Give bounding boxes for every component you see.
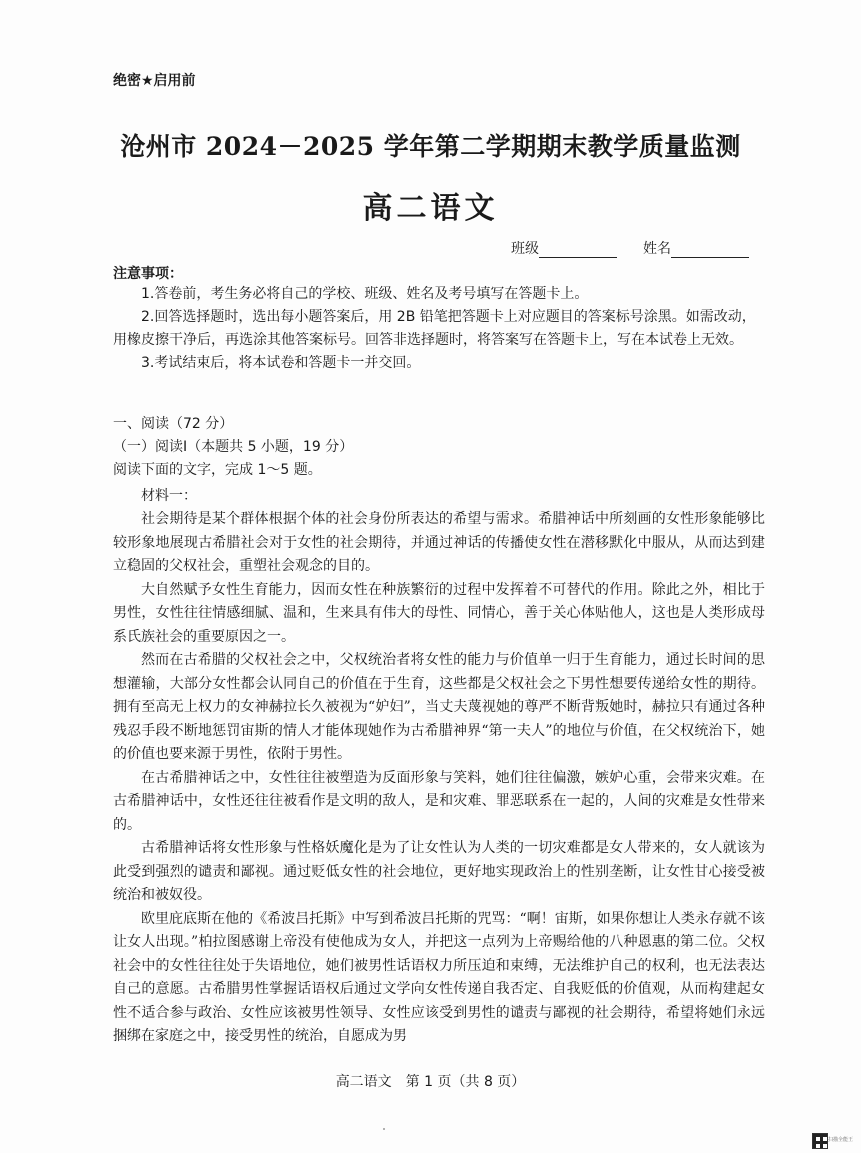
subject-title: 高二语文 [362, 191, 499, 226]
name-label: 姓名 [643, 241, 671, 257]
passage-paragraph: 欧里庇底斯在他的《希波吕托斯》中写到希波吕托斯的咒骂：“啊！宙斯，如果你想让人类永存就不该让女人出现。”柏拉图感谢上帝没有使他成为女人，并把这一点列为上帝赐给他的八种恩惠的第二位。父权社会中的女性往往处于失语地位，她们被男性话语权力所压迫和束缚，无法维护自己的权利，也无法表达自己的意愿。古希腊男性掌握话语权后通过文学向女性传递自我否定、自我贬低的价值观，从而构建起女性不适合参与政治、女性应该被男性领导、女性应该受到男性的谴责与鄙视的社会期待，希望将她们永远捆绑在家庭之中，接受男性的统治，自愿成为男 [113, 910, 765, 1044]
notes-heading: 注意事项： [113, 266, 183, 282]
notes-item: 1.答卷前，考生务必将自己的学校、班级、姓名及考号填写在答题卡上。 [141, 286, 589, 302]
passage-paragraph: 在古希腊神话之中，女性往往被塑造为反面形象与笑料，她们往往偏激，嫉妒心重，会带来灾难。在古希腊神话中，女性还往往被看作是文明的敌人，是和灾难、罪恶联系在一起的，人间的灾难是女性带来的。 [113, 769, 765, 833]
class-label: 班级 [511, 241, 539, 257]
reading-instruction: 阅读下面的文字，完成 1～5 题。 [113, 462, 322, 478]
student-info-fields [511, 238, 749, 258]
scan-dot [383, 1128, 385, 1130]
passage-paragraph: 然而在古希腊的父权社会之中，父权统治者将女性的能力与价值单一归于生育能力，通过长时间的思想灌输，大部分女性都会认同自己的价值在于生育，这些都是父权社会之下男性想要传递给女性的期待。拥有至高无上权力的女神赫拉长久被视为“妒妇”，当丈夫蔑视她的尊严不断背叛她时，赫拉只有通过各种残忍手段不断地惩罚宙斯的情人才能体现她作为古希腊神界“第一夫人”的地位与价值，在父权统治下，她的价值也要来源于男性，依附于男性。 [113, 652, 765, 762]
subsection-heading: （一）阅读Ⅰ（本题共 5 小题，19 分） [113, 439, 354, 455]
name-blank-line[interactable] [671, 243, 749, 258]
passage-paragraph: 社会期待是某个群体根据个体的社会身份所表达的希望与需求。希腊神话中所刻画的女性形象能够比较形象地展现古希腊社会对于女性的社会期待，并通过神话的传播使女性在潜移默化中服从，从而达到建立稳固的父权社会，重塑社会观念的目的。 [113, 511, 765, 574]
exam-title: 沧州市 2024－2025 学年第二学期期末教学质量监测 [120, 132, 741, 161]
class-field[interactable] [511, 238, 617, 258]
reading-passage [113, 508, 765, 1049]
page-footer: 高二语文 第 1 页（共 8 页） [335, 1074, 526, 1090]
section-heading: 一、阅读（72 分） [113, 416, 234, 432]
notes-item: 3.考试结束后，将本试卷和答题卡一并交回。 [141, 355, 421, 371]
material-label: 材料一： [141, 488, 197, 504]
scanner-watermark: 扫描全能王 [828, 1137, 854, 1143]
class-blank-line[interactable] [539, 243, 617, 258]
notes-item: 2.回答选择题时，选出每小题答案后，用 2B 铅笔把答题卡上对应题目的答案标号涂黑。如需改动，用橡皮擦干净后，再选涂其他答案标号。回答非选择题时，将答案写在答题卡上，写在本试卷上无效。 [113, 309, 756, 348]
name-field[interactable] [643, 238, 749, 258]
passage-paragraph: 大自然赋予女性生育能力，因而女性在种族繁衍的过程中发挥着不可替代的作用。除此之外，相比于男性，女性往往情感细腻、温和，生来具有伟大的母性、同情心，善于关心体贴他人，这也是人类形成母系氏族社会的重要原因之一。 [113, 581, 765, 645]
qr-code-icon [812, 1133, 828, 1149]
secret-mark: 绝密★启用前 [113, 73, 196, 89]
notes-list [113, 283, 765, 375]
passage-paragraph: 古希腊神话将女性形象与性格妖魔化是为了让女性认为人类的一切灾难都是女人带来的，女人就该为此受到强烈的谴责和鄙视。通过贬低女性的社会地位，更好地实现政治上的性别垄断，让女性甘心接受被统治和被奴役。 [113, 840, 765, 903]
